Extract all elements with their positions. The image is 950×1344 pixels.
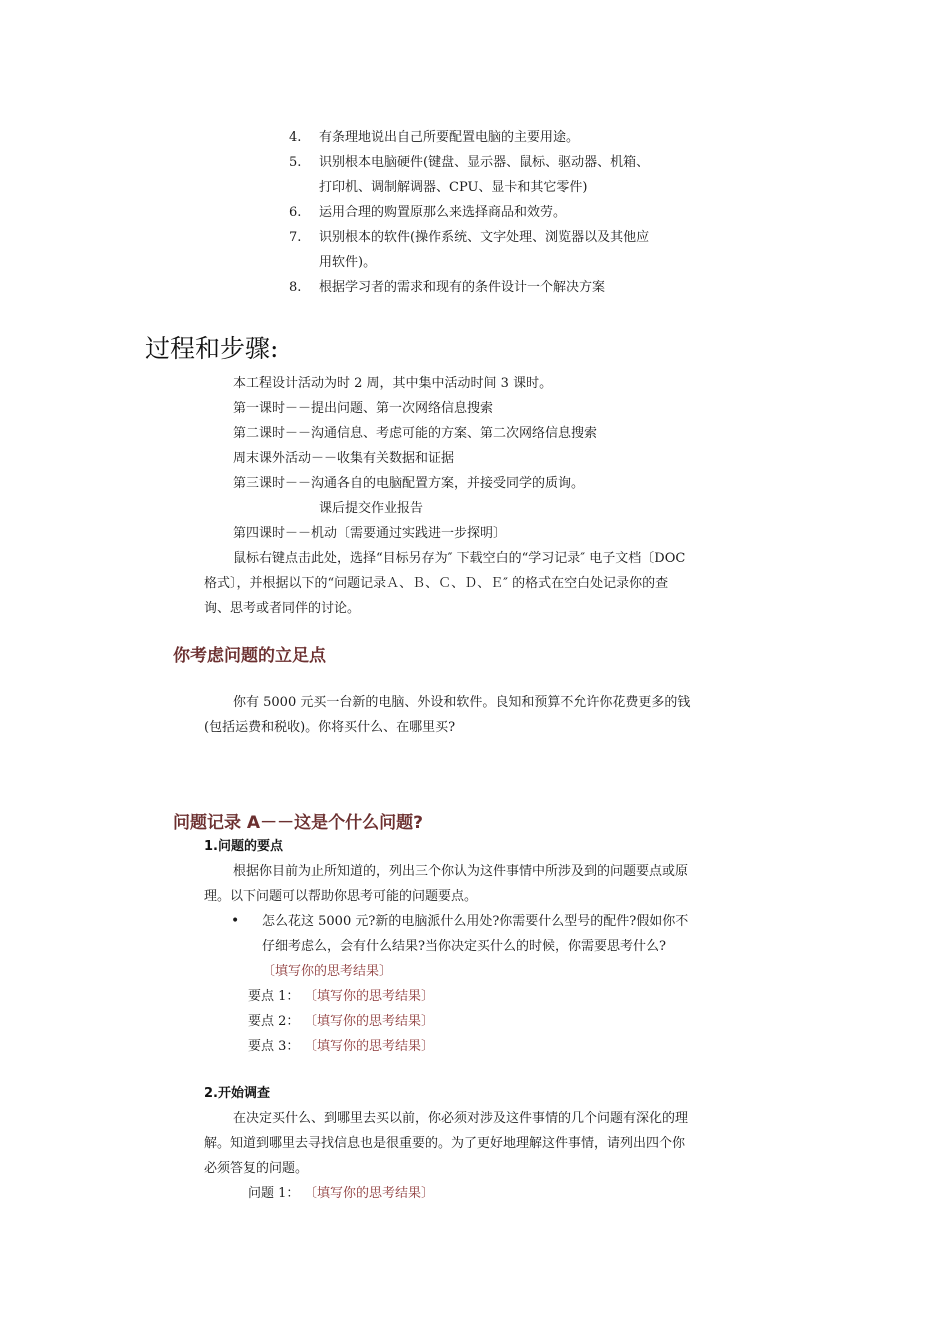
answer-placeholder[interactable]: 〔填写你的思考结果〕 [304,1039,435,1054]
objective-text: 用软件)。 [319,255,377,270]
bullet-icon: • [231,913,240,929]
process-line: 第一课时－－提出问题、第一次网络信息搜索 [233,401,494,416]
objective-text: 识别根本的软件(操作系统、文字处理、浏览器以及其他应 [319,230,650,245]
process-line: 第二课时－－沟通信息、考虑可能的方案、第二次网络信息搜索 [233,426,598,441]
process-line: 课后提交作业报告 [319,501,424,516]
process-line: 第四课时－－机动〔需要通过实践进一步探明〕 [233,526,507,541]
answer-placeholder[interactable]: 〔填写你的思考结果〕 [262,964,393,979]
answer-placeholder[interactable]: 〔填写你的思考结果〕 [304,1186,435,1201]
objective-number: 5. [289,155,302,170]
objective-text: 打印机、调制解调器、CPU、显卡和其它零件) [319,180,588,195]
objective-number: 8. [289,280,302,295]
objective-text: 运用合理的购置原那么来选择商品和效劳。 [319,205,567,220]
paragraph-line: 格式〕，并根据以下的“问题记录Ａ、Ｂ、Ｃ、Ｄ、Ｅ″ 的格式在空白处记录你的查 [204,576,669,591]
subsection-title: 1.问题的要点 [204,839,283,854]
question-label: 问题 1： [248,1186,300,1201]
paragraph-line: 询、思考或者同伴的讨论。 [204,601,361,616]
standpoint-heading: 你考虑问题的立足点 [173,646,326,666]
answer-placeholder[interactable]: 〔填写你的思考结果〕 [304,1014,435,1029]
process-line: 本工程设计活动为时 2 周，其中集中活动时间 3 课时。 [233,376,553,391]
paragraph-line: 必须答复的问题。 [204,1161,309,1176]
answer-placeholder[interactable]: 〔填写你的思考结果〕 [304,989,435,1004]
paragraph-line: 理。以下问题可以帮助你思考可能的问题要点。 [204,889,478,904]
paragraph-line: 你有 5000 元买一台新的电脑、外设和软件。良知和预算不允许你花费更多的钱 [233,695,691,710]
objective-number: 4. [289,130,302,145]
subsection-title: 2.开始调查 [204,1086,270,1101]
record-a-heading: 问题记录 A－－这是个什么问题? [173,813,423,833]
point-label: 要点 3： [248,1039,300,1054]
process-heading: 过程和步骤: [145,334,279,363]
point-label: 要点 2： [248,1014,300,1029]
objective-text: 识别根本电脑硬件(键盘、显示器、鼠标、驱动器、机箱、 [319,155,650,170]
bullet-line: 仔细考虑么，会有什么结果?当你决定买什么的时候，你需要思考什么? [262,939,666,954]
paragraph-line: 鼠标右键点击此处，选择“目标另存为″ 下载空白的“学习记录″ 电子文档〔DOC [233,551,686,566]
paragraph-line: 解。知道到哪里去寻找信息也是很重要的。为了更好地理解这件事情，请列出四个你 [204,1136,686,1151]
objective-text: 根据学习者的需求和现有的条件设计一个解决方案 [319,280,606,295]
point-label: 要点 1： [248,989,300,1004]
process-line: 第三课时－－沟通各自的电脑配置方案，并接受同学的质询。 [233,476,585,491]
paragraph-line: 在决定买什么、到哪里去买以前，你必须对涉及这件事情的几个问题有深化的理 [233,1111,689,1126]
process-line: 周末课外活动－－收集有关数据和证据 [233,451,455,466]
paragraph-line: (包括运费和税收)。你将买什么、在哪里买? [204,720,456,735]
objective-number: 6. [289,205,302,220]
paragraph-line: 根据你目前为止所知道的，列出三个你认为这件事情中所涉及到的问题要点或原 [233,864,689,879]
objective-text: 有条理地说出自己所要配置电脑的主要用途。 [319,130,580,145]
objective-number: 7. [289,230,302,245]
bullet-line: 怎么花这 5000 元?新的电脑派什么用处?你需要什么型号的配件?假如你不 [262,914,689,929]
